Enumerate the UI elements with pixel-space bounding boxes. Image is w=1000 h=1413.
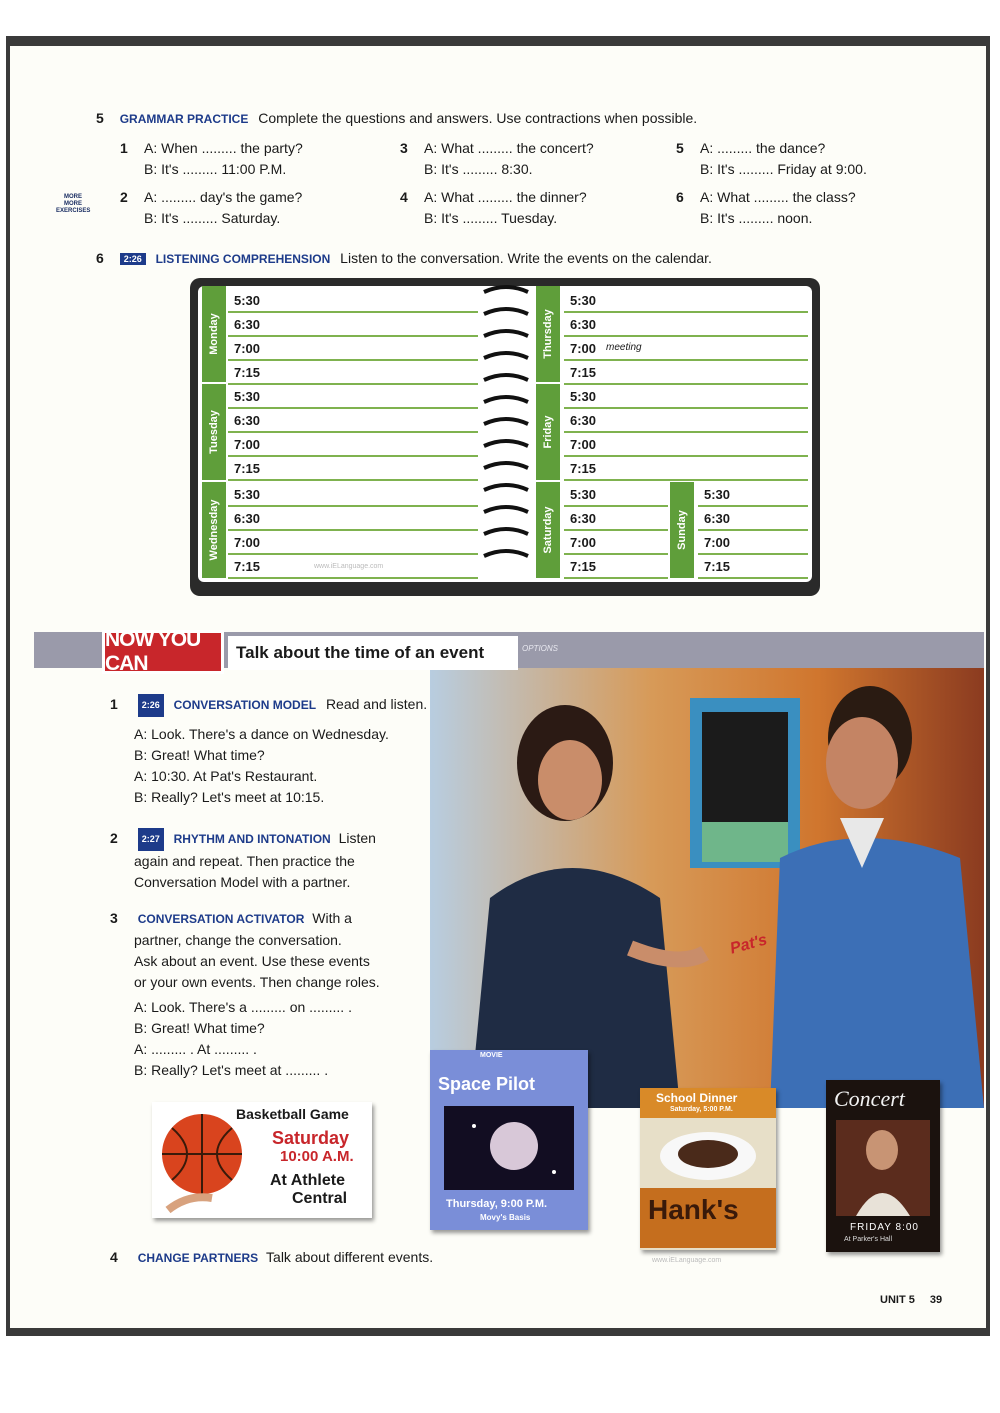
day-label: Monday (208, 313, 220, 355)
time-slot[interactable] (564, 410, 808, 433)
day-label: Tuesday (208, 410, 220, 454)
conversation-model-dialog (134, 724, 389, 808)
time-slot[interactable] (698, 532, 808, 555)
day-strip-wednesday (202, 482, 226, 578)
day-label: Friday (542, 415, 554, 449)
dinner-plate-icon (658, 1126, 758, 1182)
time-label: 6:30 (234, 511, 261, 526)
time-slot[interactable] (564, 556, 668, 579)
exercise-number: 3 (110, 910, 118, 926)
exercise-instruction: Ask about an event. Use these events (134, 953, 370, 969)
dialog-line: B: Great! What time? (134, 747, 265, 763)
exercise-5-heading (96, 110, 697, 126)
exercise-title: RHYTHM AND INTONATION (173, 832, 331, 847)
exercise-instruction: Read and listen. (325, 696, 428, 713)
dialog-line: B: Really? Let's meet at ......... . (134, 1062, 329, 1078)
time-label: 7:00 (570, 341, 597, 356)
time-label: 6:30 (570, 511, 597, 526)
time-slot[interactable] (698, 484, 808, 507)
basketball-icon (158, 1110, 248, 1214)
day-label: Saturday (542, 506, 554, 554)
item-number: 1 (120, 140, 128, 156)
band-text: OPTIONS (522, 644, 559, 653)
time-label: 7:00 (570, 535, 597, 550)
time-slot[interactable] (564, 508, 668, 531)
page-number: 39 (929, 1294, 943, 1306)
conversation-model-heading (110, 694, 427, 717)
item-number: 6 (676, 189, 684, 205)
exercise-6-heading (96, 250, 712, 266)
poster-place: At Parker's Hall (844, 1236, 893, 1243)
time-slot[interactable] (564, 386, 808, 409)
dialog-line: A: 10:30. At Pat's Restaurant. (134, 768, 318, 784)
change-partners-section (110, 1247, 433, 1269)
day-label: Wednesday (208, 499, 220, 561)
time-slot[interactable] (698, 556, 808, 579)
watermark: www.iELanguage.com (652, 1257, 722, 1264)
spiral-binding-icon (476, 282, 536, 592)
item-answer: B: It's ......... Friday at 9:00. (700, 161, 867, 177)
poster-title: Basketball Game (236, 1106, 349, 1122)
dialog-line: B: Really? Let's meet at 10:15. (134, 789, 325, 805)
poster-day: Saturday (272, 1128, 350, 1148)
exercise-instruction: again and repeat. Then practice the (134, 853, 355, 869)
time-slot[interactable] (228, 532, 478, 555)
grammar-item (676, 187, 856, 229)
exercise-title: LISTENING COMPREHENSION (155, 252, 331, 266)
poster-date: Saturday, 5:00 P.M. (670, 1106, 733, 1113)
movie-poster[interactable] (430, 1050, 588, 1230)
poster-date: FRIDAY 8:00 (850, 1222, 919, 1233)
space-image-icon (444, 1106, 574, 1190)
time-slot[interactable] (228, 386, 478, 409)
concert-poster[interactable] (826, 1080, 940, 1252)
time-slot[interactable] (228, 410, 478, 433)
audio-track-badge[interactable]: 2:26 (120, 253, 146, 265)
time-slot[interactable] (564, 362, 808, 385)
exercise-instruction: or your own events. Then change roles. (134, 974, 380, 990)
time-label: 7:15 (234, 559, 261, 574)
grammar-item (400, 187, 587, 229)
time-label: 7:15 (234, 365, 261, 380)
day-strip-friday (536, 384, 560, 480)
time-slot[interactable] (228, 434, 478, 457)
poster-brand: Hank's (648, 1194, 739, 1225)
time-label: 5:30 (234, 487, 261, 502)
time-slot[interactable] (564, 532, 668, 555)
time-label: 5:30 (234, 389, 261, 404)
item-number: 3 (400, 140, 408, 156)
time-label: 7:15 (570, 559, 597, 574)
day-strip-saturday (536, 482, 560, 578)
exercise-instruction: Listen (338, 830, 376, 847)
grammar-item (120, 187, 302, 229)
time-label: 7:15 (234, 461, 261, 476)
badge-line: MORE (64, 194, 82, 200)
poster-title: Concert (834, 1086, 905, 1111)
exercise-instruction: Talk about different events. (266, 1249, 434, 1265)
time-label: 5:30 (570, 487, 597, 502)
day-label: Thursday (542, 309, 554, 359)
time-slot[interactable] (228, 314, 478, 337)
item-answer: B: It's ......... 11:00 P.M. (144, 161, 287, 177)
item-number: 2 (120, 189, 128, 205)
restaurant-sign: Pat's (728, 931, 770, 958)
conversation-activator-section (110, 908, 430, 1081)
item-question: A: ......... the dance? (700, 140, 826, 156)
time-slot[interactable] (698, 508, 808, 531)
day-strip-thursday (536, 286, 560, 382)
poster-title: Space Pilot (438, 1074, 536, 1094)
time-slot[interactable] (564, 434, 808, 457)
badge-line: MORE (64, 201, 82, 207)
time-label: 5:30 (704, 487, 731, 502)
time-slot[interactable] (228, 484, 478, 507)
exercise-number: 1 (110, 696, 118, 713)
audio-track-badge[interactable]: 2:26 (138, 694, 164, 717)
time-slot[interactable] (228, 290, 478, 313)
poster-time: 10:00 A.M. (280, 1148, 354, 1165)
time-label: 6:30 (704, 511, 731, 526)
item-answer: B: It's ......... 8:30. (424, 161, 533, 177)
exercise-instruction: With a (312, 910, 352, 926)
time-slot[interactable] (564, 290, 808, 313)
time-label: 7:00 (234, 535, 261, 550)
weekly-planner (190, 278, 820, 596)
exercise-title: CHANGE PARTNERS (137, 1251, 259, 1265)
time-label: 7:15 (570, 461, 597, 476)
time-slot[interactable] (564, 338, 808, 361)
exercise-title: CONVERSATION MODEL (173, 698, 317, 713)
grammar-item (676, 138, 867, 180)
grammar-item (120, 138, 303, 180)
now-you-can-badge: NOW YOU CAN (102, 630, 224, 674)
unit-label: UNIT 5 (880, 1294, 915, 1306)
exercise-instruction: Complete the questions and answers. Use contractions when possible. (258, 110, 698, 126)
performer-image-icon (836, 1120, 930, 1216)
poster-title: School Dinner (656, 1091, 738, 1105)
audio-track-badge[interactable]: 2:27 (138, 828, 164, 851)
item-question: A: What ......... the dinner? (424, 189, 587, 205)
exercise-number: 4 (110, 1249, 118, 1265)
time-label: 7:15 (570, 365, 597, 380)
item-answer: B: It's ......... Saturday. (144, 210, 281, 226)
section-title: Talk about the time of an event (228, 636, 518, 670)
conversation-photo (430, 668, 984, 1108)
time-label: 5:30 (234, 293, 261, 308)
time-label: 5:30 (570, 389, 597, 404)
time-label: 6:30 (234, 413, 261, 428)
exercise-instruction: partner, change the conversation. (134, 932, 342, 948)
day-strip-sunday (670, 482, 694, 578)
poster-place: Central (292, 1190, 348, 1207)
time-slot[interactable] (564, 314, 808, 337)
time-label: 7:00 (234, 341, 261, 356)
time-label: 5:30 (570, 293, 597, 308)
dialog-line: B: Great! What time? (134, 1020, 265, 1036)
time-label: 6:30 (234, 317, 261, 332)
time-slot[interactable] (228, 338, 478, 361)
day-strip-monday (202, 286, 226, 382)
time-label: 7:00 (704, 535, 731, 550)
exercise-title: CONVERSATION ACTIVATOR (137, 912, 305, 926)
item-question: A: ......... day's the game? (144, 189, 303, 205)
time-label: 7:00 (570, 437, 597, 452)
dialog-line: A: ......... . At ......... . (134, 1041, 257, 1057)
time-slot[interactable] (564, 484, 668, 507)
school-dinner-poster[interactable] (640, 1088, 776, 1250)
dialog-line: A: Look. There's a dance on Wednesday. (134, 726, 389, 742)
time-label: 6:30 (570, 317, 597, 332)
people-illustration-icon (430, 668, 984, 1108)
poster-label: MOVIE (480, 1052, 503, 1059)
exercise-number: 2 (110, 830, 118, 847)
badge-line: EXERCISES (56, 208, 91, 214)
time-slot[interactable] (228, 458, 478, 481)
item-number: 5 (676, 140, 684, 156)
page-footer (880, 1294, 942, 1306)
item-number: 4 (400, 189, 408, 205)
day-strip-tuesday (202, 384, 226, 480)
time-slot[interactable] (564, 458, 808, 481)
item-question: A: What ......... the class? (700, 189, 856, 205)
item-question: A: When ......... the party? (144, 140, 303, 156)
item-answer: B: It's ......... noon. (700, 210, 813, 226)
poster-place: At Athlete (270, 1172, 345, 1189)
rhythm-intonation-section (110, 828, 430, 893)
exercise-instruction: Listen to the conversation. Write the events on the calendar. (340, 250, 712, 266)
time-label: 6:30 (570, 413, 597, 428)
time-slot[interactable] (228, 508, 478, 531)
item-answer: B: It's ......... Tuesday. (424, 210, 558, 226)
more-exercises-badge[interactable] (56, 194, 90, 215)
grammar-item (400, 138, 594, 180)
exercise-number: 6 (96, 250, 104, 266)
dialog-line: A: Look. There's a ......... on ......... . (134, 999, 352, 1015)
item-question: A: What ......... the concert? (424, 140, 594, 156)
exercise-number: 5 (96, 110, 104, 126)
handwritten-note: meeting (606, 342, 642, 353)
poster-place: Movy's Basis (480, 1213, 531, 1222)
time-slot[interactable] (228, 362, 478, 385)
time-label: 7:00 (234, 437, 261, 452)
basketball-game-poster[interactable] (152, 1102, 372, 1218)
exercise-title: GRAMMAR PRACTICE (119, 112, 249, 126)
time-label: 7:15 (704, 559, 731, 574)
day-label: Sunday (676, 510, 688, 550)
poster-time: Thursday, 9:00 P.M. (446, 1198, 548, 1210)
exercise-instruction: Conversation Model with a partner. (134, 874, 351, 890)
watermark: www.iELanguage.com (314, 563, 384, 570)
